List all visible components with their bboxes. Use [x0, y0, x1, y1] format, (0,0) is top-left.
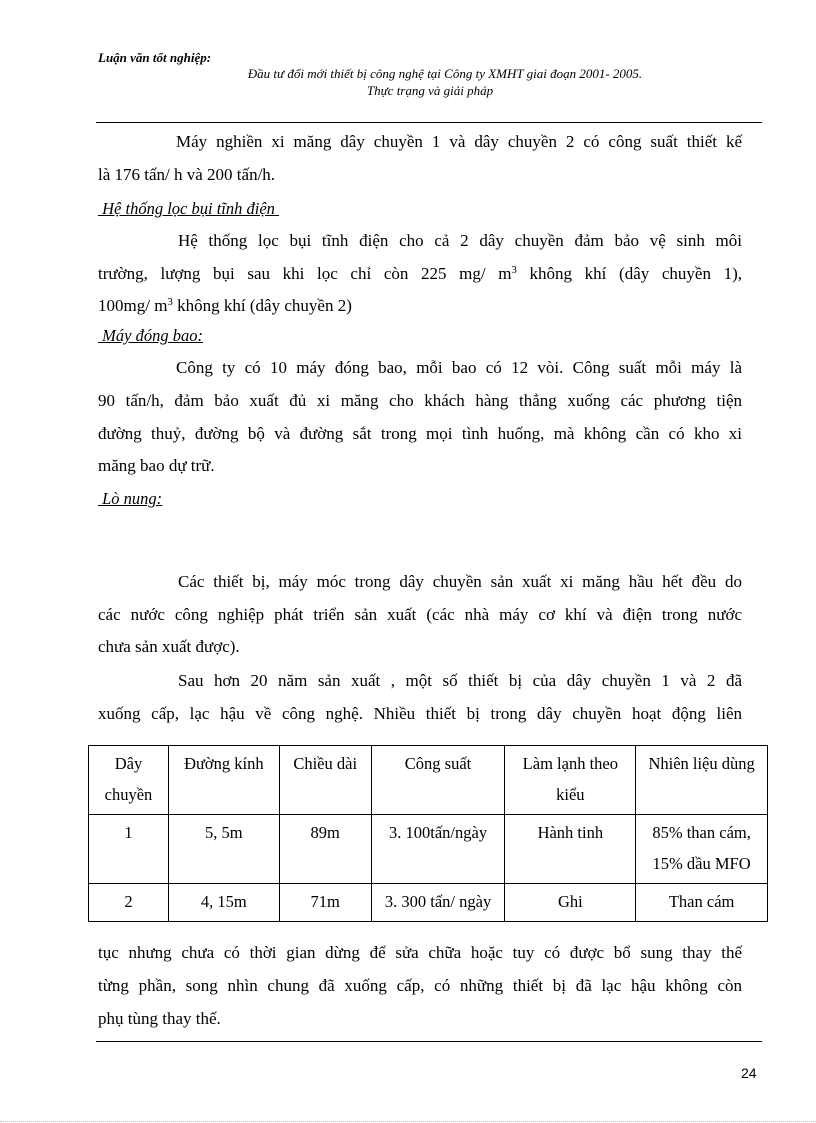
table-cell: Ghi — [505, 884, 636, 922]
page-number: 24 — [741, 1065, 757, 1081]
paragraph-line: phụ tùng thay thế. — [98, 1009, 221, 1028]
table-cell: 1 — [89, 815, 169, 884]
paragraph-line: Công ty có 10 máy đóng bao, mỗi bao có 12 vòi. Công suất mỗi máy là — [176, 358, 742, 377]
header-title: Luận văn tốt nghiệp: — [98, 50, 212, 65]
superscript: 3 — [167, 296, 173, 308]
table-cell: 3. 300 tấn/ ngày — [371, 884, 505, 922]
table-cell: 3. 100tấn/ngày — [371, 815, 505, 884]
paragraph-line: Hệ thống lọc bụi tĩnh điện cho cả 2 dây chuyền đảm bảo vệ sinh môi — [178, 231, 742, 250]
table-row — [89, 884, 768, 922]
table-cell: Hành tinh — [505, 815, 636, 884]
section-heading-dust-filter: Hệ thống lọc bụi tĩnh điện — [98, 199, 280, 218]
paragraph-line: xuống cấp, lạc hậu về công nghệ. Nhiều thiết bị trong dây chuyền hoạt động liên — [98, 704, 742, 723]
paragraph-line: Các thiết bị, máy móc trong dây chuyền sản xuất xi măng hầu hết đều do — [178, 572, 742, 591]
table-header-cell: Đường kính — [168, 746, 279, 815]
table-header-cell: Chiều dài — [279, 746, 371, 815]
paragraph-line: 90 tấn/h, đảm bảo xuất đủ xi măng cho khách hàng thẳng xuống các phương tiện — [98, 391, 742, 410]
table-header-cell: Làm lạnh theo kiểu — [505, 746, 636, 815]
paragraph-line: măng bao dự trữ. — [98, 456, 215, 475]
text-run: 100mg/ m — [98, 296, 168, 315]
section-heading-packing-machine: Máy đóng bao: — [98, 326, 203, 345]
text-run: trường, lượng bụi sau khi lọc chỉ còn 225 mg/ m — [98, 264, 512, 283]
paragraph-line — [98, 296, 742, 316]
text-run: không khí (dây chuyền 2) — [172, 296, 352, 315]
table-header-cell: Công suất — [371, 746, 505, 815]
page-edge — [0, 1121, 816, 1122]
paragraph-line — [98, 264, 742, 284]
table-cell: 4, 15m — [168, 884, 279, 922]
paragraph-line: Máy nghiền xi măng dây chuyền 1 và dây chuyền 2 có công suất thiết kế — [176, 132, 742, 151]
paragraph-line: từng phần, song nhìn chung đã xuống cấp, có những thiết bị đã lạc hậu không còn — [98, 976, 742, 995]
header-divider — [96, 122, 762, 123]
table-row — [89, 815, 768, 884]
paragraph-line: tục nhưng chưa có thời gian dừng để sửa chữa hoặc tuy có được bổ sung thay thế — [98, 943, 742, 962]
paragraph-line: các nước công nghiệp phát triển sản xuất (các nhà máy cơ khí và điện trong nước — [98, 605, 742, 624]
table-cell: Than cám — [636, 884, 768, 922]
table-cell: 5, 5m — [168, 815, 279, 884]
paragraph-line: Sau hơn 20 năm sản xuất , một số thiết bị của dây chuyền 1 và 2 đã — [178, 671, 742, 690]
table-cell: 85% than cám, 15% dầu MFO — [636, 815, 768, 884]
superscript: 3 — [511, 264, 517, 276]
table-cell: 2 — [89, 884, 169, 922]
table-header-cell: Nhiên liệu dùng — [636, 746, 768, 815]
paragraph-line: chưa sản xuất được). — [98, 637, 240, 656]
header-subtitle-line1: Đầu tư đổi mới thiết bị công nghệ tại Công ty XMHT giai đoạn 2001- 2005. — [247, 66, 643, 81]
table-cell: 71m — [279, 884, 371, 922]
paragraph-line: là 176 tấn/ h và 200 tấn/h. — [98, 165, 276, 184]
header-subtitle-line2: Thực trạng và giải pháp — [366, 83, 494, 98]
table-header-cell: Dây chuyền — [89, 746, 169, 815]
table-header-row — [89, 746, 768, 815]
kiln-spec-table — [88, 745, 768, 922]
table-cell: 89m — [279, 815, 371, 884]
paragraph-line: đường thuỷ, đường bộ và đường sắt trong mọi tình huống, mà không cần có kho xi — [98, 424, 742, 443]
section-heading-kiln: Lò nung: — [98, 489, 163, 508]
text-run: không khí (dây chuyền 1), — [516, 264, 742, 283]
footer-divider — [96, 1041, 762, 1042]
